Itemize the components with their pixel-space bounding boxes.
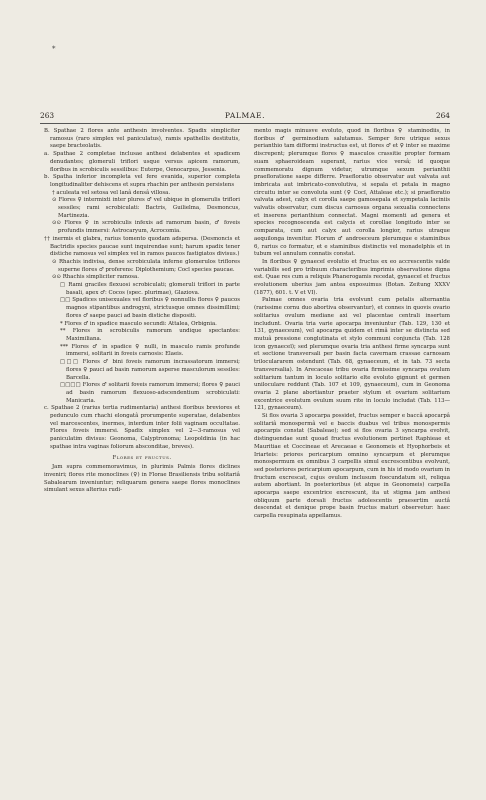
text-paragraph: ** Flores in scrobiculis ramorum undique spectantes: Maximiliana. — [60, 328, 240, 342]
text-paragraph: ⊙⊙ Rhachis simpliciter ramosa. — [52, 274, 139, 281]
text-paragraph: Jam supra commemoravimus, in plurimis Palmis flores diclines inveniri; flores rite monoclines (♀) in Florae Brasiliensis tribu solitariâ Sabalearum inveniuntur; reliquarum genera saepe flores monoclines simulant sexus alterius rudi- — [44, 464, 240, 494]
text-paragraph: Palmae omnes ovaria tria evolvunt cum petalis alternantia (rarissime cornu duo abortiva observantur), et connes in quovis ovario solitarius ovulum mediane axi vel placentae centrali insertum includunt. Ovaria tria varie apocarpa inveniuntur (Tab. 129, 130 et 131, gynaeceum), vel apocarpa quidem et rimâ inter se distincta sed mutuâ pressione conglutinata et stylo communi conjuncta (Tab. 128 icon gynaeceï); sed plerumque ovaria tria anthesi firme syncarpa sunt et sectione transversali per basin facta cavernam crassae carnosam triloculararem ostendunt (Tab. 68, gynaeceum, et in tab. 73 secta transversalia). In Arecaceae tribu ovaria firmissime syncarpa ovulum solitarium tantum in loculo solitario elte evoluto gignunt et germen uniloculare reddunt (Tab. 107 et 109, gynaeceum), cum in Geonoma ovaria 2 plane abortiantur praeter stylum et ovarium solitarium excentrice evolutum ovulum suum rite in loculo includat (Tab. 113—121, gynaeceum). — [254, 297, 450, 412]
section-heading: Flores et fructus. — [112, 454, 172, 461]
text-paragraph: *** Flores ♂ in spadice ♀ nulli, in masculo ramis profunde immersi, solitarii in foveis carnosis: Elaeis. — [60, 343, 240, 358]
right-column — [254, 128, 450, 740]
text-paragraph: B. Spathae 2 flores ante anthesin involventes. Spadix simpliciter ramosus (raro simplex vel paniculatus), ramis spathellis destitutis, saepe bracteolatis. — [44, 128, 240, 150]
text-paragraph: □□□ Flores ♂ bini foveis ramorum incrassatorum immersi; flores ♀ pauci ad basin ramorum asperse masculorum sessiles: Barcella. — [60, 359, 240, 381]
text-paragraph: * Flores ♂ in spadice masculo secundi: Attalea, Orbignia. — [60, 320, 217, 327]
text-paragraph: mento magis minusve evoluto, quod in floribus ♀ staminodiis, in floribus ♂ germinodium salutamus. Semper fere utrique sexus perianthio tam difformi instructus est, ut flores ♂ et ♀ inter se maxime discrepent; plerumque flores ♀ masculos crassitie propter formam suam sphaeroideam superant, rarius vice versâ; id quoque commemoratu dignum videtur, utrumque sexum perianthii praefloratione saepe differre. Praefloratio observatur aut valvata aut imbricata aut imbricato-convolutiva, si sepala et petala in magno circuitu inter se convoluta sunt (♀ Cocï, Attaleae etc.); si praefloratio valvata adest, calyx et corolla saepe gamosepala et sympetala laciniis valvatis observatur, cum discus carnosus organa sexualia connectens et inserens perianthium connectat. Magni momenti ad genera et species recognoscenda est calycis et corollae longitudo inter se comparata, cum aut calyx aut corolla longior, rarius utraque aequilonga invenitur. Florum ♂ androeceum plerumque e staminibus 6, rarius co formatur, et e staminibus distinctis vel monadelphis et in tubum vel annulum connatis constat. — [254, 128, 450, 258]
text-paragraph: a. Spathae 2 completae inclusae anthesi delabentes et spadicem denudantes; glomeruli triflori usque versus apicem ramorum, floribus in scrobiculis sessilibus: Euterpe, Oenocarpus, Jessenia. — [44, 151, 240, 173]
page-header — [40, 111, 450, 123]
text-paragraph: c. Spathae 2 (rarius tertia rudimentaria) anthesi floribus breviores et pedunculo cum rhachi elongatâ prorumpente superatae, delabentes vel marcescentes, inermes, interdum inter folii vaginam occultatae. Flores foveis immersi. Spadix simplex vel 2—3-ramosus vel paniculatim divisus: Geonoma, Calyptronoma; Leopoldinia (in hac spathae intra vaginas foliorum absconditae, breves). — [44, 405, 240, 450]
page-number-right: 264 — [435, 111, 450, 120]
text-paragraph: b. Spatha inferior incompleta vel fere evanida, superior completa longitudinaliter dehiscens et supra rhachin per anthesin persistens — [44, 174, 240, 188]
text-paragraph: † aculeata vel setosa vel lanâ densâ villosa. — [52, 189, 171, 196]
header-rule — [40, 123, 450, 124]
text-paragraph: ⊙⊙ Flores ♀ in scrobiculis infexis ad ramorum basin, ♂ foveis profundis immersi: Astrocaryum, Acrocomia. — [52, 220, 240, 235]
text-paragraph: □□ Spadices unisexuales vel floribus ♀ nonnullis flores ♀ paucos magnos stipantibus androgyni, strictusque omnes dissimillimi; flores ♂ saepe pauci ad basin distiche dispositi. — [60, 297, 240, 319]
running-title: PALMAE. — [224, 111, 266, 120]
margin-mark: * — [52, 45, 56, 53]
text-paragraph: †† inermis et glabra, rarius tomento quodam adspersa. (Desmoncis et Bactridis species paucae sunt inquirendae sunt; harum spadix tener distiche ramosus vel simplex vel in ramos paucos fastigiatos divisus.) — [44, 235, 240, 258]
text-paragraph: Si flos ovaria 3 apocarpa possidet, fructus semper e baccâ apocarpâ solitariâ monospermâ vel e baccis duabus vel tribus monospermis apocarpis constat (Sabaleae); sed si flos ovaria 3 syncarpa evolvit, distinguendae sunt quoad fructus evolutionem pertinet Raphieae et Mauritiae et Coccineae et Arecaeae e Geonomeis et Hyophorbeis et Iriarteis: priores pericarpium omnino syncarpum et plerumque monospermum ex omnibus 3 carpellis simul excrescentibus evolvunt, sed posteriores pericarpium apocarpum, cum in his id modo ovarium in fructum excrescat, cujus ovulum inclusum foecundatum sit, reliqua autem abortiant. In posterioribus (et atque in Geonomeis) carpella apocarpa saepe excentrice excrescunt, ita ut stigma jam anthesi obliquum parte dorsali fructus adolescentis praesertim auctâ descendat et denique prope basin fructus maturi observetur: haec carpella resupinata appellamus. — [254, 413, 450, 520]
text-paragraph: In floribus ♀ gynaeceï evolutio et fructus ex eo accrescentis valde variabilis sed pro tribuum characteribus imprimis observatione digna est. Quae res cum a reliquis Phanerogamis recedat, gynaeceï et fructus evolutionem uberius jam antea exposuimus (Botan. Zeitung XXXV (1877), 601. t. V et VI). — [254, 258, 450, 296]
page-number-left: 263 — [40, 111, 55, 120]
text-paragraph: ⊙ Flores ♀ intermixti inter plures ♂ vel ubique in glomerulis triflori sessiles; rami scrobiculati: Bactris, Guilielma, Desmoncus, Martinezia. — [52, 197, 240, 219]
text-paragraph: ⊙ Rhachis indivisa, dense scrobiculata inferne glomerulos triflores superne flores ♂ proferens: Diplothemium; Cocï species paucae. — [52, 258, 240, 273]
left-column — [44, 128, 240, 740]
text-paragraph: □□□□ Flores ♂ solitarii foveis ramorum immersi; flores ♀ pauci ad basin ramorum flexuoso-adscendentium scrobiculati: Manicaria. — [60, 382, 240, 404]
text-paragraph: □ Rami graciles flexuosi scrobiculati; glomeruli triflori in parte basali, apex ♂: Cocos (spec. plurimae), Glaziova. — [60, 282, 240, 296]
